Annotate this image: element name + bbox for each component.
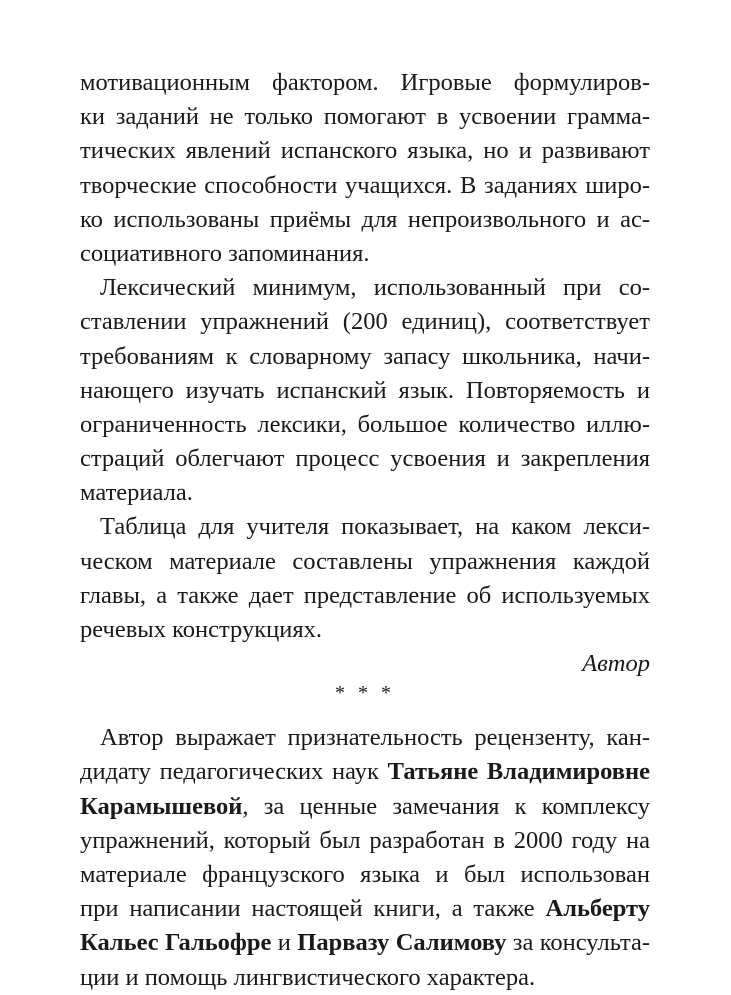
- paragraph-acknowledgement: [80, 721, 650, 995]
- section-separator: * * *: [335, 682, 395, 705]
- paragraph-teacher-table: [80, 510, 650, 647]
- paragraph-motivation: [80, 66, 650, 271]
- text-line: [80, 926, 650, 960]
- text-line: нающего изучать испанский язык. Повторяемость и: [80, 376, 650, 404]
- text-line: ческом материале составлены упражнения каждой: [80, 547, 650, 575]
- text-line: ки заданий не только помогают в усвоении грамма-: [80, 103, 650, 131]
- text-line: Таблица для учителя показывает, на каком лекси-: [100, 513, 650, 541]
- text-line: мотивационным фактором. Игровые формулиров-: [80, 69, 650, 96]
- text-line: Лексический минимум, использованный при со-: [100, 274, 650, 302]
- text-line: тических явлений испанского языка, но и развивают: [80, 137, 650, 165]
- reviewer-name: Татьяне Владимировне: [387, 758, 650, 786]
- text-line: страций облегчают процесс усвоения и закрепления: [80, 445, 650, 473]
- consultant-name-2: Парвазу Салимову: [297, 929, 507, 957]
- text-line: ставлении упражнений (200 единиц), соответствует: [80, 308, 650, 336]
- text-line: [80, 755, 650, 789]
- text-line: главы, а также дает представление об используемых: [80, 581, 650, 609]
- consultant-surname-1: Кальес Гальофре: [80, 929, 272, 957]
- text-fragment: и: [271, 929, 298, 957]
- text-line: [80, 790, 650, 824]
- reviewer-surname: Карамышевой: [80, 792, 243, 820]
- paragraph-lexical-minimum: [80, 271, 650, 510]
- text-line: ограниченность лексики, большое количество иллю-: [80, 410, 650, 438]
- page-text: [80, 66, 650, 995]
- text-line: творческие способности учащихся. В заданиях широ-: [80, 171, 650, 199]
- text-line: упражнений, который был разработан в 2000 году на: [80, 826, 650, 854]
- author-signature: Автор: [582, 650, 650, 678]
- text-line: речевых конструкциях.: [80, 616, 322, 643]
- text-fragment: дидату педагогических наук: [80, 758, 388, 786]
- text-line: Автор выражает признательность рецензенту, кан-: [100, 724, 650, 752]
- text-line: ции и помощь лингвистического характера.: [80, 963, 536, 991]
- consultant-name-1: Альберту: [545, 895, 650, 923]
- text-line: [80, 892, 650, 926]
- text-line: социативного запоминания.: [80, 239, 370, 267]
- text-line: требованиям к словарному запасу школьника, начи-: [80, 342, 650, 370]
- text-line: материале французского языка и был использован: [80, 860, 650, 888]
- text-line: материала.: [80, 479, 193, 507]
- text-fragment: при написании настоящей книги, а также: [80, 895, 546, 923]
- text-fragment: , за ценные замечания к комплексу: [242, 792, 650, 820]
- text-line: ко использованы приёмы для непроизвольного и ас-: [80, 205, 650, 233]
- text-fragment: за консульта-: [506, 929, 650, 957]
